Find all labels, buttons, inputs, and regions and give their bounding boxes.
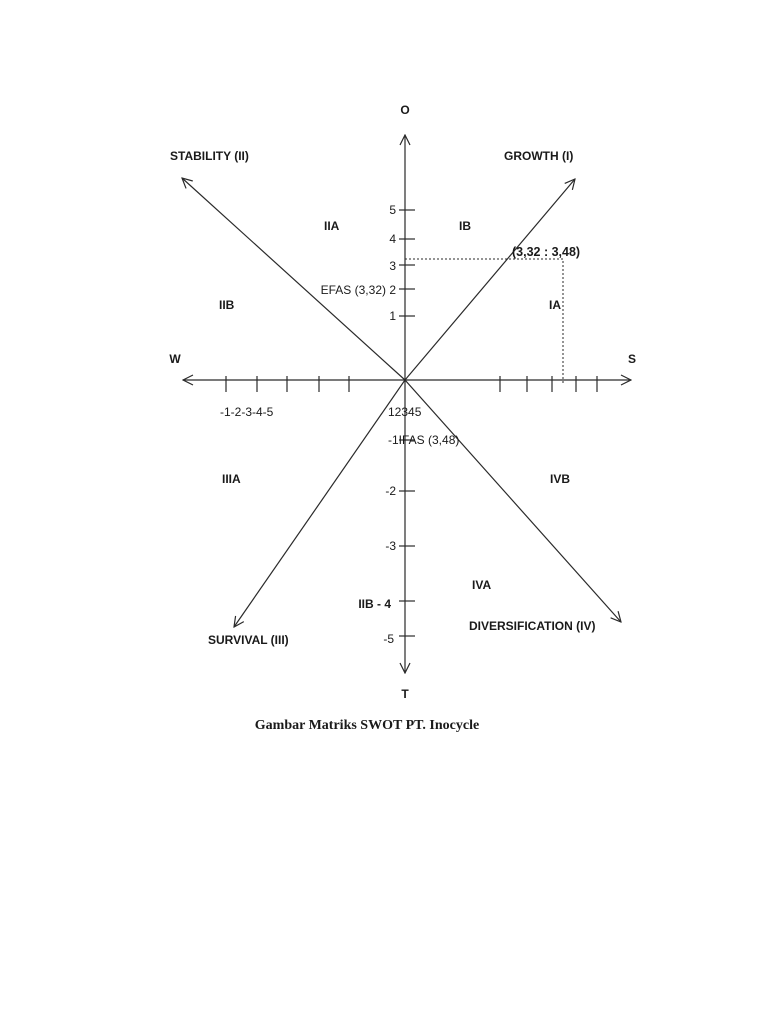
y-axis-ticks [399, 210, 415, 636]
quadrant-label-growth: GROWTH (I) [504, 149, 574, 163]
y-tick-label-minus-5: -5 [383, 632, 394, 646]
growth-diagonal [405, 179, 575, 380]
region-label-ivb: IVB [550, 472, 571, 486]
y-tick-label-minus-4: IIB - 4 [358, 597, 391, 611]
y-tick-label-minus-2: -2 [385, 484, 396, 498]
point-label: (3,32 : 3,48) [512, 245, 581, 259]
x-tick-labels-negative: -1-2-3-4-5 [220, 405, 274, 419]
x-axis-ticks [226, 376, 597, 392]
axis-label-s: S [627, 352, 637, 366]
region-label-iib: IIB [219, 298, 235, 312]
y-tick-label-3: 3 [389, 259, 396, 273]
diversification-diagonal [405, 380, 621, 622]
quadrant-label-stability: STABILITY (II) [170, 149, 249, 163]
y-tick-label-4: 4 [389, 232, 396, 246]
y-tick-label-1: 1 [389, 309, 396, 323]
point-guide-lines [405, 259, 563, 384]
region-label-ib: IB [459, 219, 471, 233]
y-tick-label-efas: EFAS (3,32) 2 [320, 283, 396, 297]
axis-label-t: T [401, 687, 409, 701]
region-label-ia: IA [549, 298, 561, 312]
axis-label-w: W [169, 352, 181, 366]
axis-label-o: O [400, 103, 410, 117]
region-label-iva: IVA [472, 578, 492, 592]
region-label-iia: IIA [324, 219, 340, 233]
stability-diagonal [182, 178, 405, 380]
quadrant-label-diversification: DIVERSIFICATION (IV) [469, 619, 596, 633]
y-tick-label-minus-3: -3 [385, 539, 396, 553]
quadrant-label-survival: SURVIVAL (III) [208, 633, 289, 647]
x-tick-labels-positive: 12345 [388, 405, 422, 419]
figure-caption: Gambar Matriks SWOT PT. Inocycle [254, 718, 480, 733]
y-tick-label-5: 5 [389, 203, 396, 217]
ifas-label: -1IFAS (3,48) [388, 433, 460, 447]
region-label-iiia: IIIA [222, 472, 241, 486]
